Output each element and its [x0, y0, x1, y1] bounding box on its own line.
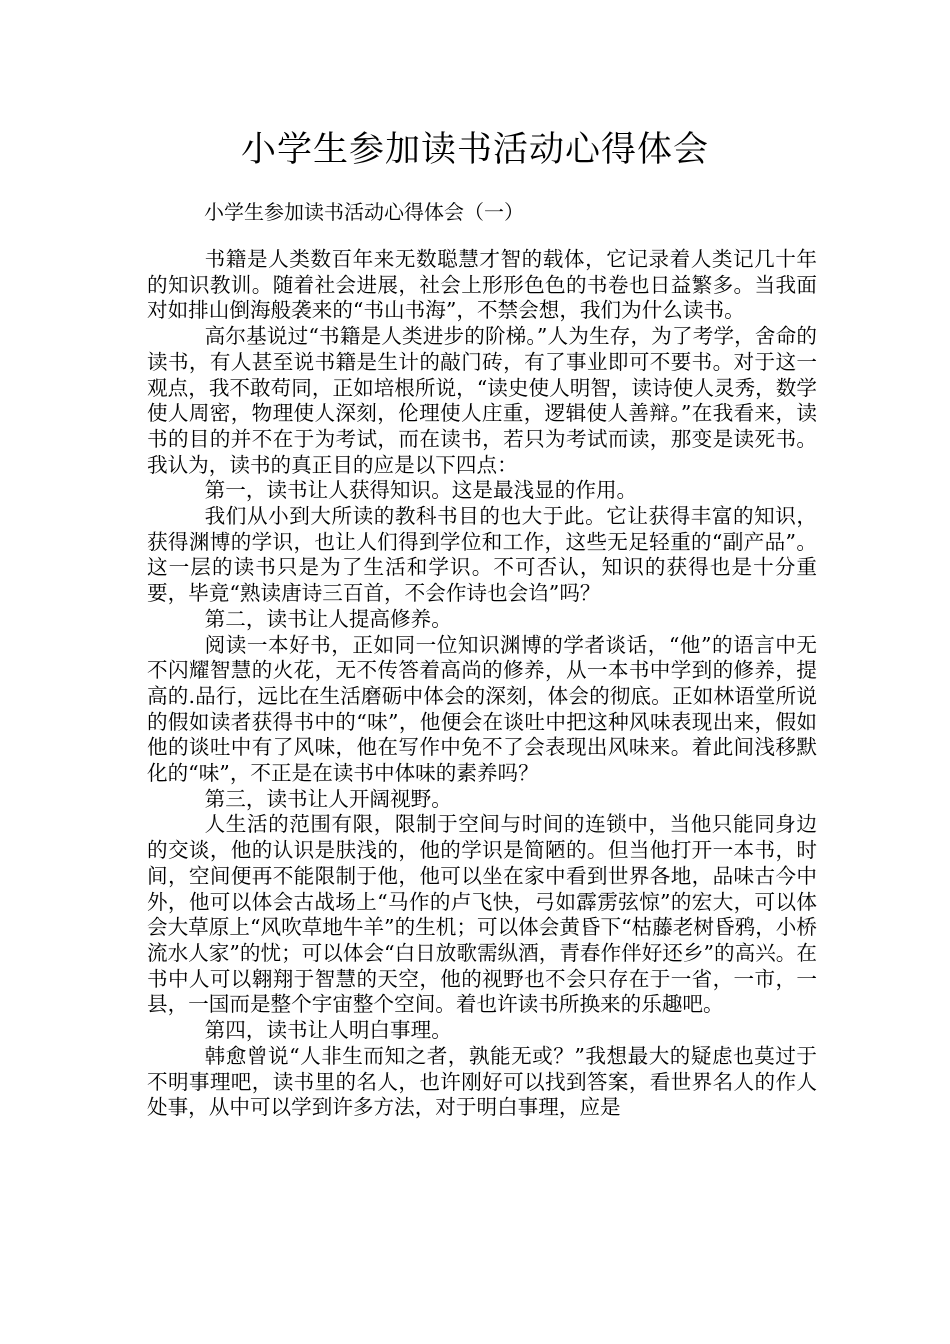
- paragraph-intro: 书籍是人类数百年来无数聪慧才智的载体，它记录着人类记几十年的知识教训。随着社会进展，社会上形形色色的书卷也日益繁多。当我面对如排山倒海般袭来的“书山书海”，不禁会想，我们为什么读书。: [147, 247, 817, 323]
- point-four-text: 韩愈曾说“人非生而知之者，孰能无或？”我想最大的疑虑也莫过于不明事理吧，读书里的名人，也许刚好可以找到答案，看世界名人的作人处事，从中可以学到许多方法，对于明白事理，应是: [147, 1043, 817, 1120]
- paragraph-gorky: 高尔基说过“书籍是人类进步的阶梯。”人为生存，为了考学，舍命的读书，有人甚至说书籍是生计的敲门砖，有了事业即可不要书。对于这一观点，我不敢苟同，正如培根所说，“读史使人明智，读诗使人灵秀，数学使人周密，物理使人深刻，伦理使人庄重，逻辑使人善辩。”在我看来，读书的目的并不在于为考试，而在读书，若只为考试而读，那变是读死书。我认为，读书的真正目的应是以下四点：: [147, 324, 817, 477]
- point-one-heading: 第一，读书让人获得知识。这是最浅显的作用。: [204, 478, 638, 503]
- point-three-heading: 第三，读书让人开阔视野。: [204, 786, 452, 811]
- point-three-text: 人生活的范围有限，限制于空间与时间的连锁中，当他只能同身边的交谈，他的认识是肤浅的，他的学识是简陋的。但当他打开一本书，时间，空间便再不能限制于他，他可以坐在家中看到世界各地，品味古今中外，他可以体会古战场上“马作的卢飞快，弓如霹雳弦惊”的宏大，可以体会大草原上“风吹草地牛羊”的生机；可以体会黄昏下“枯藤老树昏鸦，小桥流水人家”的忧；可以体会“白日放歌需纵酒，青春作伴好还乡”的高兴。在书中人可以翱翔于智慧的天空，他的视野也不会只存在于一省，一市，一县，一国而是整个宇宙整个空间。着也许读书所换来的乐趣吧。: [147, 812, 817, 1017]
- page-title: 小学生参加读书活动心得体会: [240, 130, 709, 170]
- section-subtitle: 小学生参加读书活动心得体会（一）: [204, 200, 524, 224]
- point-one-text: 我们从小到大所读的教科书目的也大于此。它让获得丰富的知识，获得渊博的学识，也让人们得到学位和工作，这些无足轻重的“副产品”。这一层的读书只是为了生活和学识。不可否认，知识的获得也是十分重要，毕竟“熟读唐诗三百首，不会作诗也会诌”吗？: [147, 504, 817, 606]
- point-two-heading: 第二，读书让人提高修养。: [204, 606, 452, 631]
- point-four-heading: 第四，读书让人明白事理。: [204, 1018, 452, 1043]
- body-text: [147, 247, 817, 1121]
- point-two-text: 阅读一本好书，正如同一位知识渊博的学者谈话，“他”的语言中无不闪耀智慧的火花，无不传答着高尚的修养，从一本书中学到的修养，提高的.品行，远比在生活磨砺中体会的深刻，体会的彻底。正如林语堂所说的假如读者获得书中的“味”，他便会在谈吐中把这种风味表现出来，假如他的谈吐中有了风味，他在写作中免不了会表现出风味来。着此间浅移默化的“味”，不正是在读书中体味的素养吗？: [147, 632, 817, 786]
